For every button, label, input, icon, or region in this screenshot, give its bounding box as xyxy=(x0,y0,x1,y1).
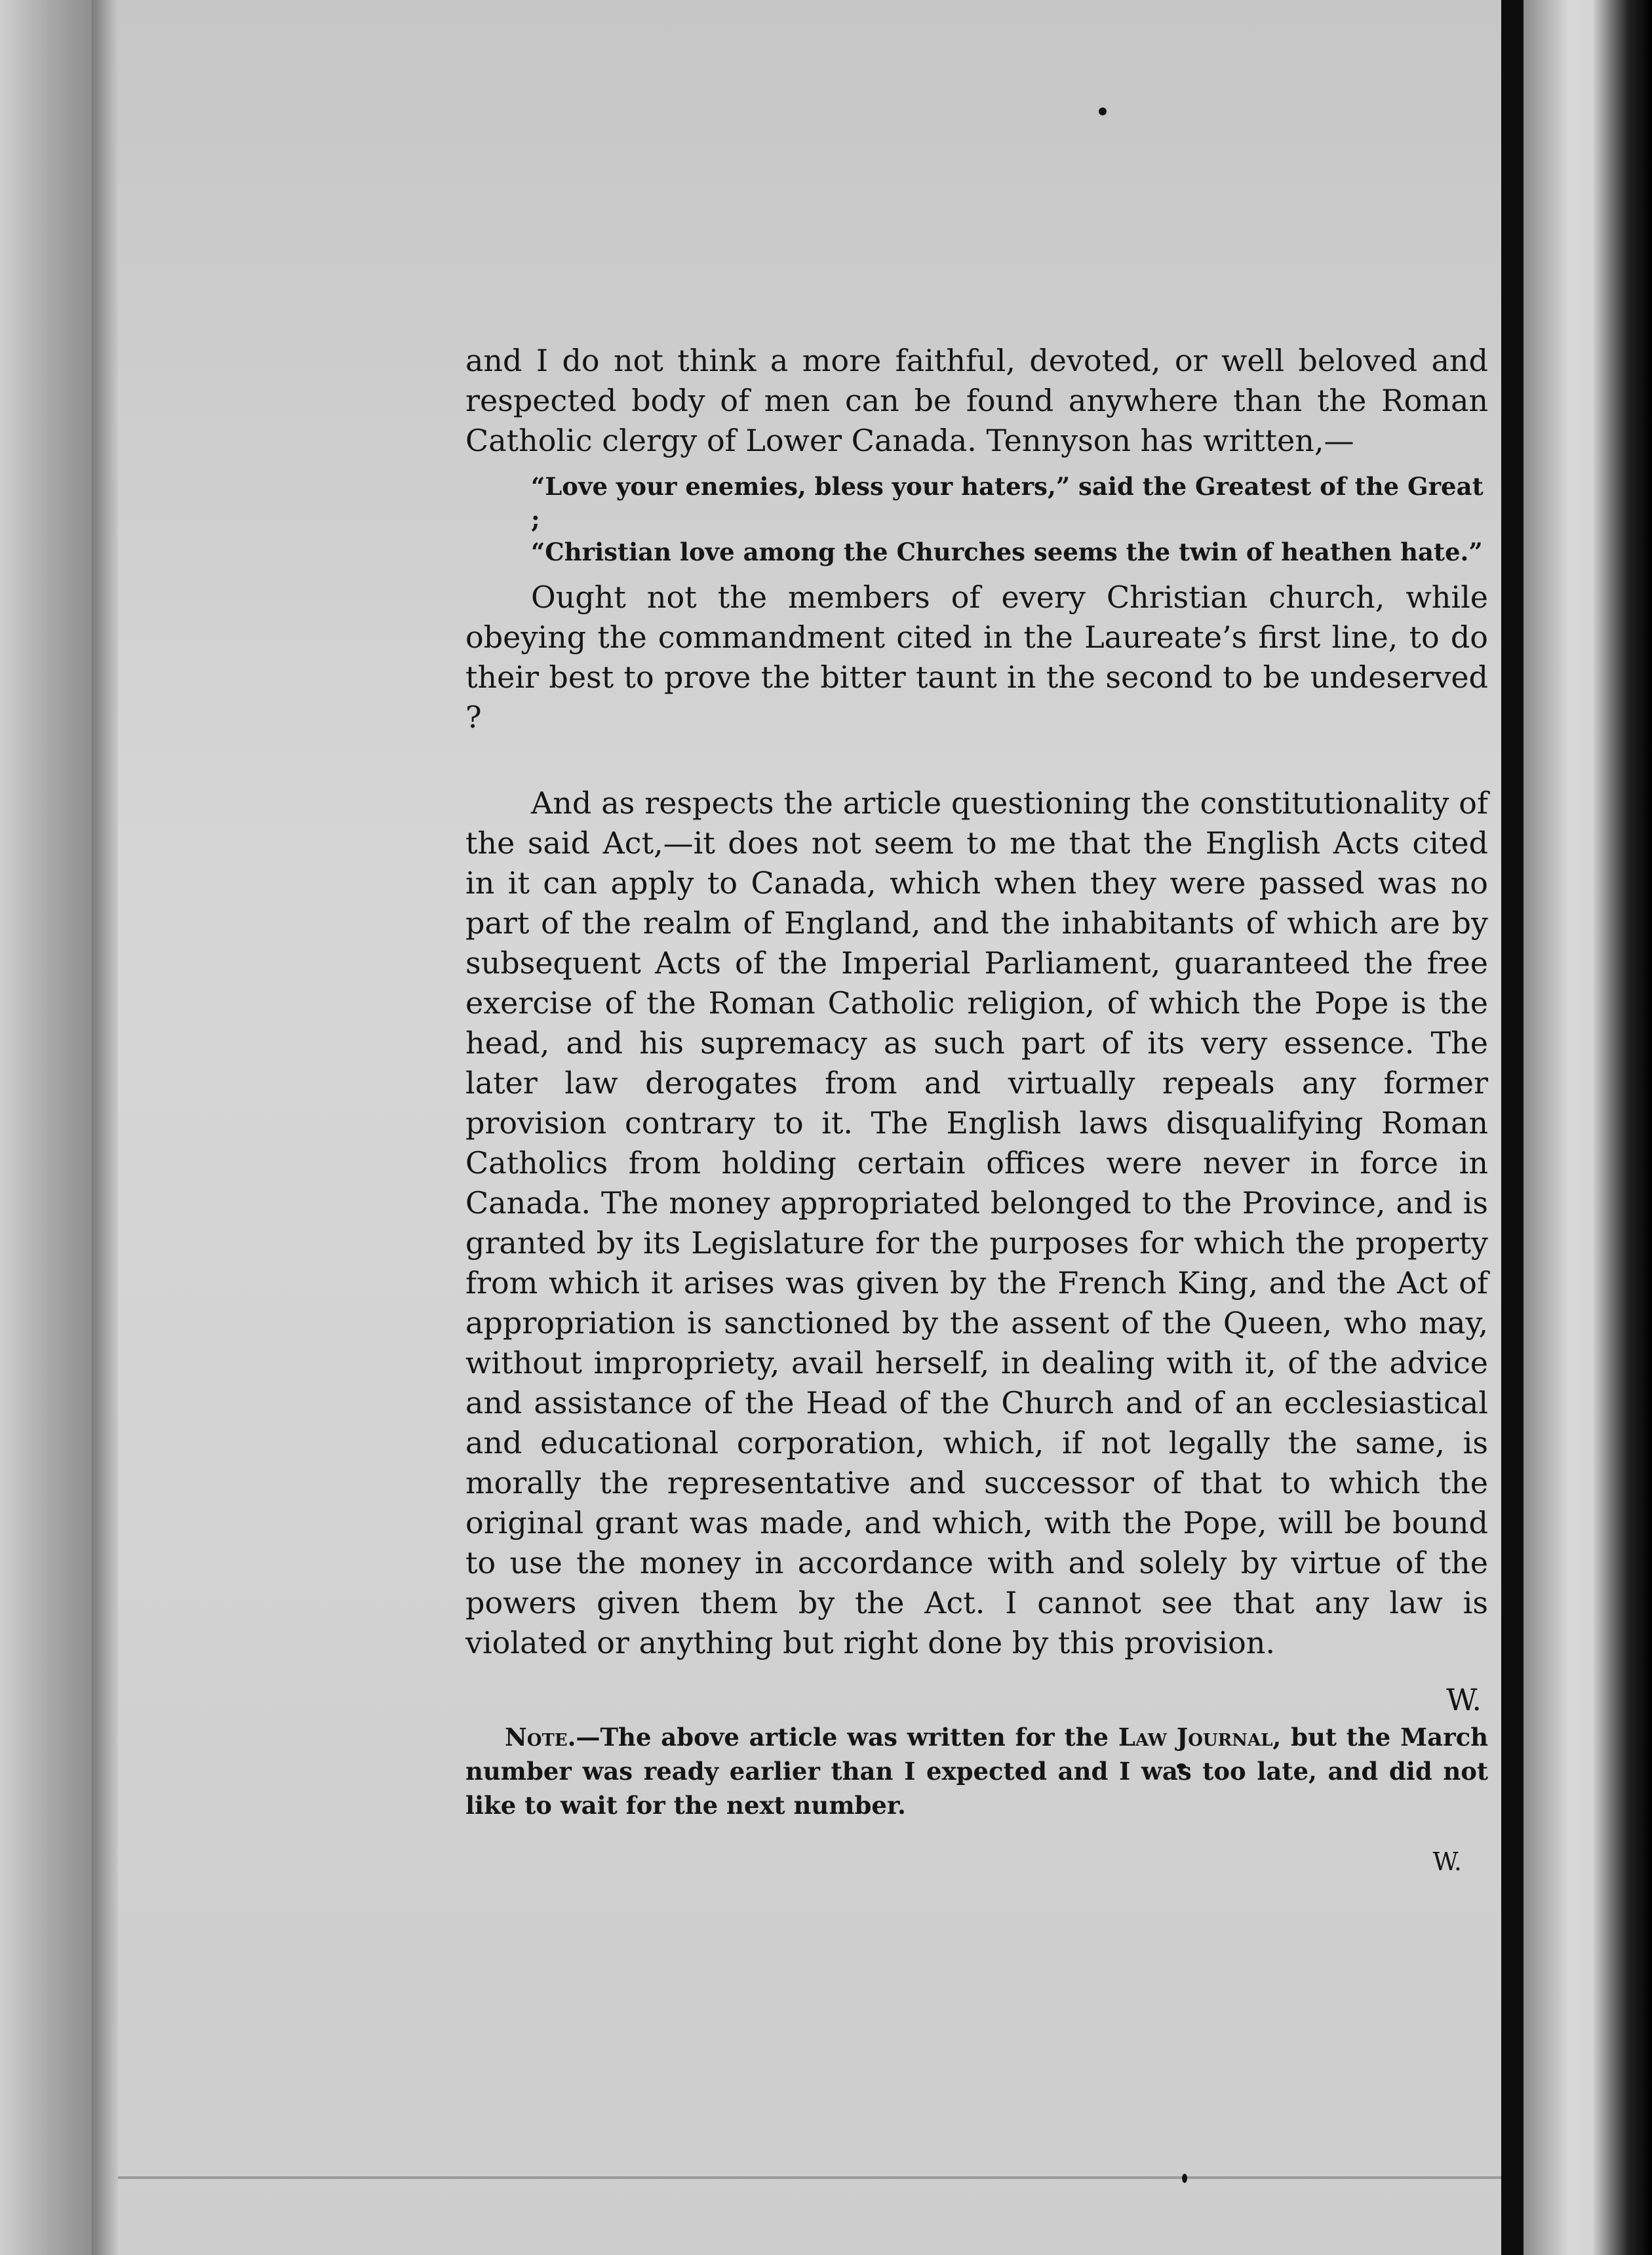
note-label: Note. xyxy=(505,1723,576,1752)
note-text-before: —The above article was written for the xyxy=(576,1723,1118,1752)
scan-right-dark-edge xyxy=(1593,0,1652,2255)
ink-speck xyxy=(1182,2174,1187,2183)
note-journal-name: Law Journal xyxy=(1118,1723,1273,1752)
quote-line-2: “Christian love among the Churches seems the twin of heathen hate.” xyxy=(531,538,1483,566)
scan-right-border xyxy=(1501,0,1524,2255)
note-text-after: , but the March number was ready earlier than I expected and I was too late, and did not like to wait for the next number. xyxy=(465,1723,1488,1820)
paragraph-continuation: and I do not think a more faithful, devoted, or well beloved and respected body of men can be found anywhere than the Roman Catholic clergy of Lower Canada. Tennyson has written,— xyxy=(465,343,1488,458)
document-body xyxy=(465,341,1488,1882)
page-fold-shadow xyxy=(92,0,118,2255)
scan-left-edge xyxy=(0,0,92,2255)
paragraph-constitutionality: And as respects the article questioning the constitutionality of the said Act,—it does not seem to me that the English Acts cited in it can apply to Canada, which when they were passed was no part of the realm of England, and the inhabitants of which are by subsequent Acts of the Imperial Parliament, guaranteed the free exercise of the Roman Catholic religion, of which the Pope is the head, and his supremacy as such part of its very essence. The later law derogates from and virtually repeals any former provision contrary to it. The English laws disqualifying Roman Catholics from holding certain offices were never in force in Canada. The money appropriated belonged to the Province, and is granted by its Legislature for the purposes for which the property from which it arises was given by the French King, and the Act of appropriation is sanctioned by the assent of the Queen, who may, without impropriety, avail herself, in dealing with it, of the advice and assistance of the Head of the Church and of an ecclesiastical and educational corporation, which, if not legally the same, is morally the representative and successor of that to which the original grant was made, and which, with the Pope, will be bound to use the money in accordance with and solely by virtue of the powers given them by the Act. I cannot see that any law is violated or anything but right done by this provision. xyxy=(465,785,1488,1660)
author-signature: W. xyxy=(1446,1682,1482,1717)
quote-line-1: “Love your enemies, bless your haters,” said the Greatest of the Great ; xyxy=(531,472,1484,534)
ink-speck xyxy=(1099,108,1107,115)
note-signature: W. xyxy=(1432,1847,1462,1876)
editorial-note xyxy=(465,1720,1488,1822)
paragraph-question: Ought not the members of every Christian church, while obeying the commandment cited in the Laureate’s first line, to do their best to prove the bitter taunt in the second to be undeserved ? xyxy=(465,579,1488,735)
page-bottom-crease xyxy=(118,2176,1501,2179)
tennyson-quotation xyxy=(531,470,1488,568)
